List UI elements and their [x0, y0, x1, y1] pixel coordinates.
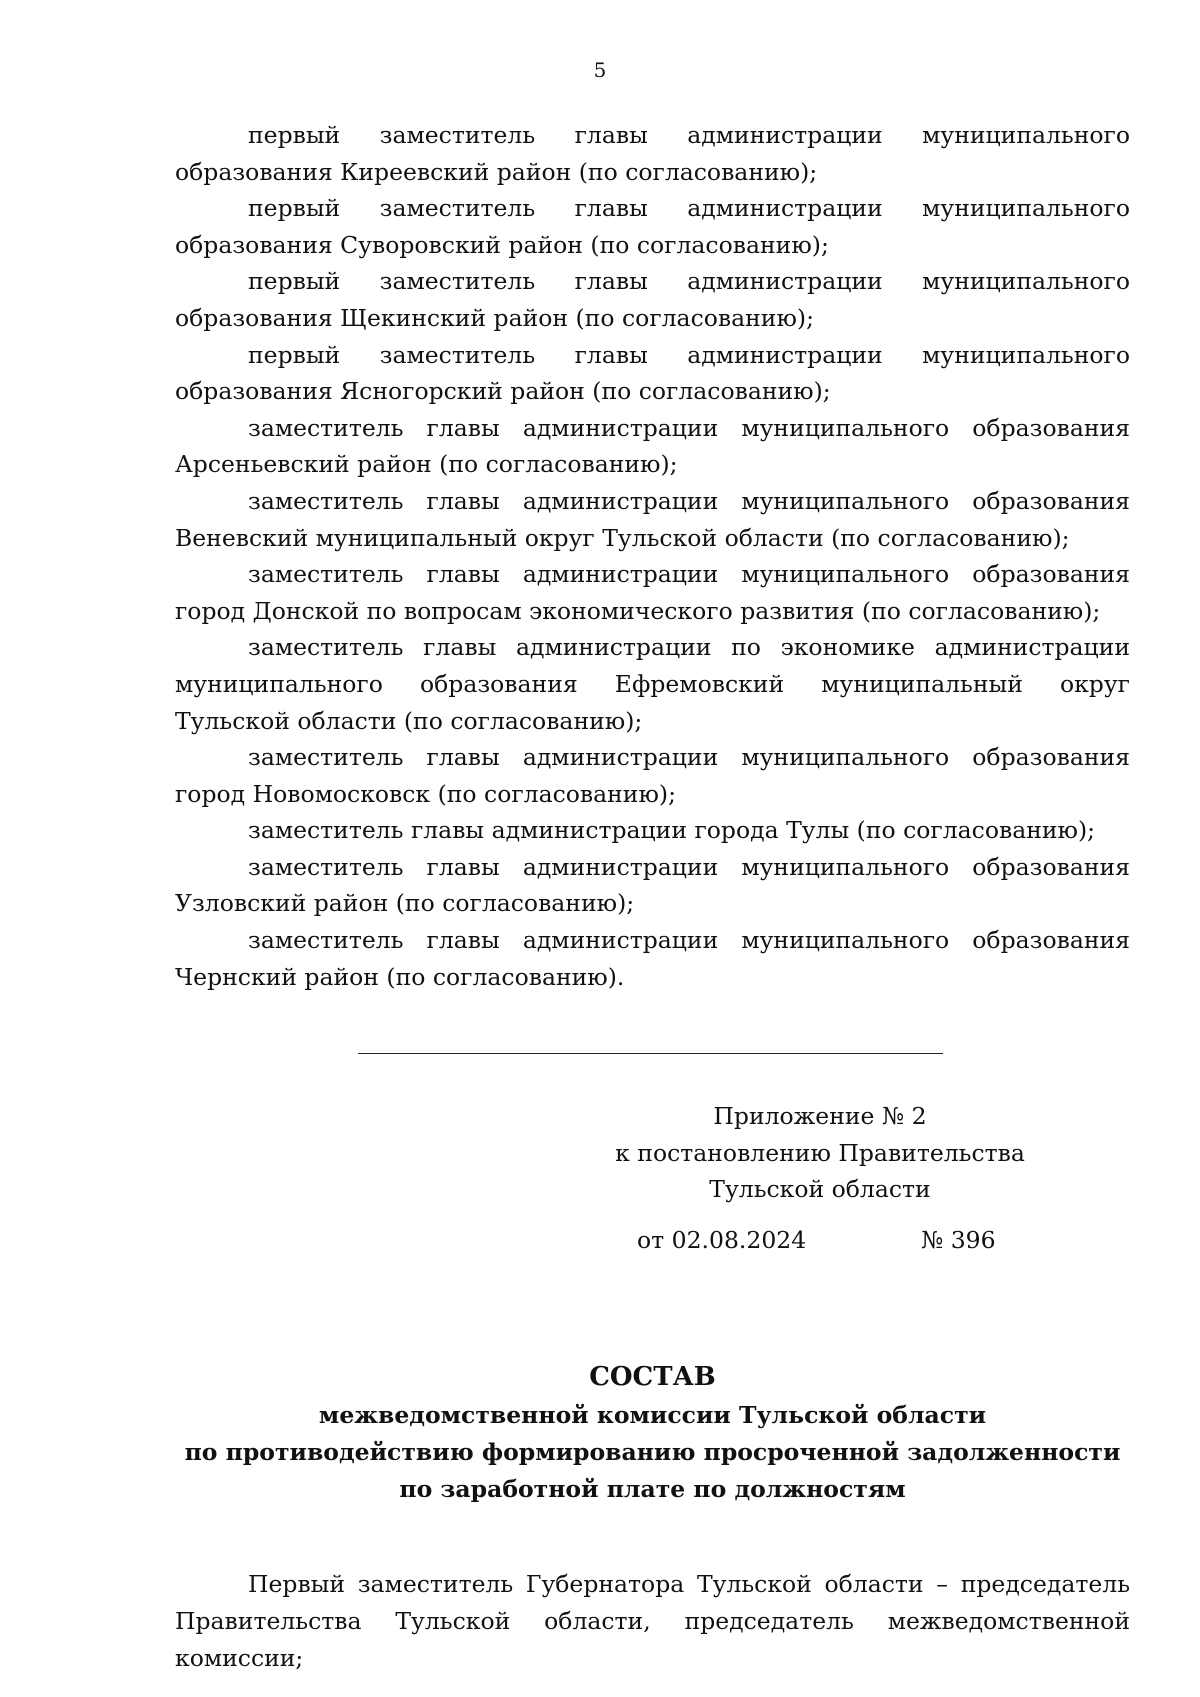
- page-number: 5: [593, 58, 607, 82]
- composition-title-block: [175, 1357, 1130, 1508]
- list-item: первый заместитель главы администрации муниципального образования Киреевский район (по согласованию);: [175, 121, 1130, 186]
- member-list: [175, 117, 1130, 995]
- list-item: заместитель главы администрации муниципального образования город Новомосковск (по согласованию);: [175, 743, 1130, 808]
- composition-first-member: [175, 1566, 1130, 1677]
- list-item: заместитель главы администрации муниципального образования город Донской по вопросам экономического развития (по согласованию);: [175, 560, 1130, 625]
- list-item: первый заместитель главы администрации муниципального образования Ясногорский район (по согласованию);: [175, 340, 1130, 406]
- list-item: первый заместитель главы администрации муниципального образования Щекинский район (по согласованию);: [175, 267, 1130, 332]
- composition-subtitle-1: межведомственной комиссии Тульской области: [318, 1401, 987, 1429]
- list-item: заместитель главы администрации муниципального образования Арсеньевский район (по согласованию);: [175, 413, 1130, 479]
- list-item: заместитель главы администрации города Тулы (по согласованию);: [248, 816, 1096, 845]
- section-divider: [358, 1053, 943, 1054]
- list-item: первый заместитель главы администрации муниципального образования Суворовский район (по согласованию);: [175, 194, 1130, 259]
- composition-subtitle-2: по противодействию формированию просроченной задолженности: [184, 1438, 1121, 1466]
- appendix-line-1: к постановлению Правительства: [615, 1138, 1025, 1167]
- list-item: заместитель главы администрации муниципального образования Узловский район (по согласованию);: [175, 852, 1130, 918]
- appendix-line-2: Тульской области: [709, 1175, 931, 1204]
- appendix-number: № 396: [921, 1226, 996, 1254]
- list-item: Первый заместитель Губернатора Тульской области – председатель Правительства Тульской области, председатель межведомственной комиссии;: [175, 1570, 1130, 1672]
- appendix-title: Приложение № 2: [713, 1102, 927, 1130]
- list-item: заместитель главы администрации по экономике администрации муниципального образования Ефремовский муниципальный округ Тульской области (по согласованию);: [175, 633, 1130, 735]
- composition-subtitle-3: по заработной плате по должностям: [399, 1475, 906, 1503]
- composition-title: СОСТАВ: [589, 1362, 716, 1392]
- appendix-header: [600, 1098, 1120, 1208]
- appendix-date: от 02.08.2024: [637, 1226, 807, 1254]
- list-item: заместитель главы администрации муниципального образования Чернский район (по согласованию).: [175, 926, 1130, 991]
- list-item: заместитель главы администрации муниципального образования Веневский муниципальный округ Тульской области (по согласованию);: [175, 486, 1130, 552]
